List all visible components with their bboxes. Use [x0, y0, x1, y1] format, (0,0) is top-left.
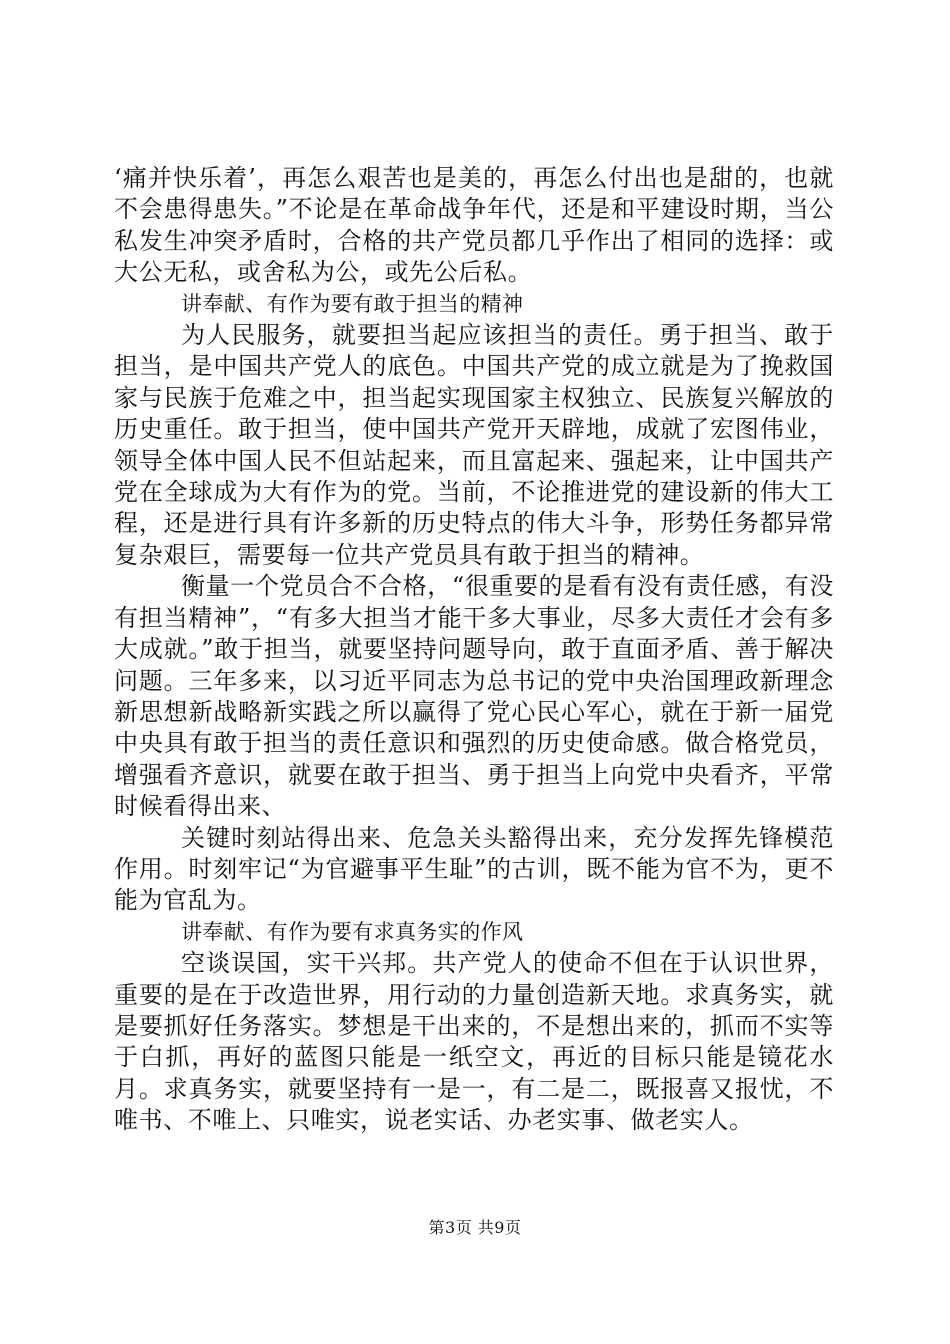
document-body — [114, 163, 834, 1137]
paragraph-3: 衡量一个党员合不合格，“很重要的是看有没有责任感，有没有担当精神”，“有多大担当才能干多大事业，尽多大责任才会有多大成就。”敢于担当，就要坚持问题导向，敢于直面矛盾、善于解决问题。三年多来，以习近平同志为总书记的党中央治国理政新理念新思想新战略新实践之所以赢得了党心民心军心，就在于新一届党中央具有敢于担当的责任意识和强烈的历史使命感。做合格党员，增强看齐意识，就要在敢于担当、勇于担当上向党中央看齐，平常时候看得出来、 — [114, 572, 834, 821]
section-heading-1: 讲奉献、有作为要有敢于担当的精神 — [181, 291, 524, 316]
paragraph-1: ‘痛并快乐着’，再怎么艰苦也是美的，再怎么付出也是甜的，也就不会患得患失。”不论是在革命战争年代，还是和平建设时期，当公私发生冲突矛盾时，合格的共产党员都几乎作出了相同的选择：或大公无私，或舍私为公，或先公后私。 — [114, 164, 834, 287]
paragraph-2: 为人民服务，就要担当起应该担当的责任。勇于担当、敢于担当，是中国共产党人的底色。中国共产党的成立就是为了挽救国家与民族于危难之中，担当起实现国家主权独立、民族复兴解放的历史重任。敢于担当，使中国共产党开天辟地，成就了宏图伟业，领导全体中国人民不但站起来，而且富起来、强起来，让中国共产党在全球成为大有作为的党。当前，不论推进党的建设新的伟大工程，还是进行具有许多新的历史特点的伟大斗争，形势任务都异常复杂艰巨，需要每一位共产党员具有敢于担当的精神。 — [114, 321, 834, 569]
page-number-footer: 第3页 共9页 — [428, 1218, 522, 1237]
section-heading-2: 讲奉献、有作为要有求真务实的作风 — [181, 919, 524, 944]
paragraph-4: 关键时刻站得出来、危急关头豁得出来，充分发挥先锋模范作用。时刻牢记“为官避事平生耻”的古训，既不能为官不为，更不能为官乱为。 — [114, 823, 834, 915]
paragraph-5: 空谈误国，实干兴邦。共产党人的使命不但在于认识世界，重要的是在于改造世界，用行动的力量创造新天地。求真务实，就是要抓好任务落实。梦想是干出来的，不是想出来的，抓而不实等于白抓，再好的蓝图只能是一纸空文，再近的目标只能是镜花水月。求真务实，就要坚持有一是一，有二是二，既报喜又报忧，不唯书、不唯上、只唯实，说老实话、办老实事、做老实人。 — [114, 949, 834, 1135]
